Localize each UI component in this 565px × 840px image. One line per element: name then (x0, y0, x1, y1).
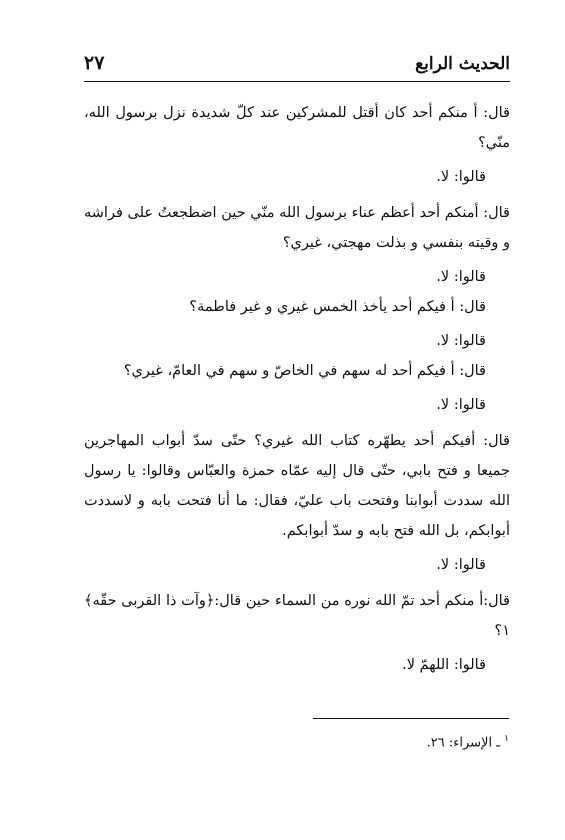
paragraph-11: قال:أ منكم أحد تمّ الله نوره من السماء حين قال:﴿وآت ذا القربى حقّه﴾١؟ (84, 593, 510, 639)
paragraph-6: قالوا: لا. (436, 333, 486, 349)
running-title: الحديث الرابع (415, 54, 510, 74)
footnote (427, 734, 509, 750)
body-text (84, 92, 510, 680)
paragraph-9: قال: أفيكم أحد يطهّره كتاب الله غيري؟ حتّى سدّ أبواب المهاجرين جميعا و فتح بابي، حتّى قال إليه عمّاه حمزة والعبّاس وقالوا: يا رسول الله سددت أبوابنا وفتحت باب عليّ، فقال: ما أنا فتحت بابه و لاسددت أبوابكم، بل الله فتح بابه و سدّ أبوابكم. (84, 433, 510, 539)
paragraph-3: قال: أمنكم أحد أعظم عناء برسول الله منّي حين اضطجعتُ على فراشه و وقيته بنفسي و بذلت مهجتي، غيري؟ (84, 205, 510, 251)
paragraph-4: قالوا: لا. (436, 269, 486, 285)
paragraph-5: قال: أ فيكم أحد يأخذ الخمس غيري و غير فاطمة؟ (189, 299, 486, 315)
page-header (84, 52, 510, 78)
footnote-text: ـ الإسراء: ٢٦. (426, 735, 501, 751)
paragraph-10: قالوا: لا. (436, 557, 486, 573)
footnote-rule (313, 718, 509, 719)
paragraph-1: قال: أ منكم أحد كان أقتل للمشركين عند كلّ شديدة نزل برسول الله، منّي؟ (84, 105, 510, 151)
paragraph-7: قال: أ فيكم أحد له سهم في الخاصّ و سهم في العامّ، غيري؟ (123, 363, 486, 379)
page-number: ٢٧ (84, 52, 105, 74)
footnote-marker: ١ (504, 734, 509, 744)
paragraph-12: قالوا: اللهمّ لا. (402, 657, 486, 673)
paragraph-2: قالوا: لا. (436, 169, 486, 185)
header-rule (84, 81, 510, 82)
paragraph-8: قالوا: لا. (436, 397, 486, 413)
